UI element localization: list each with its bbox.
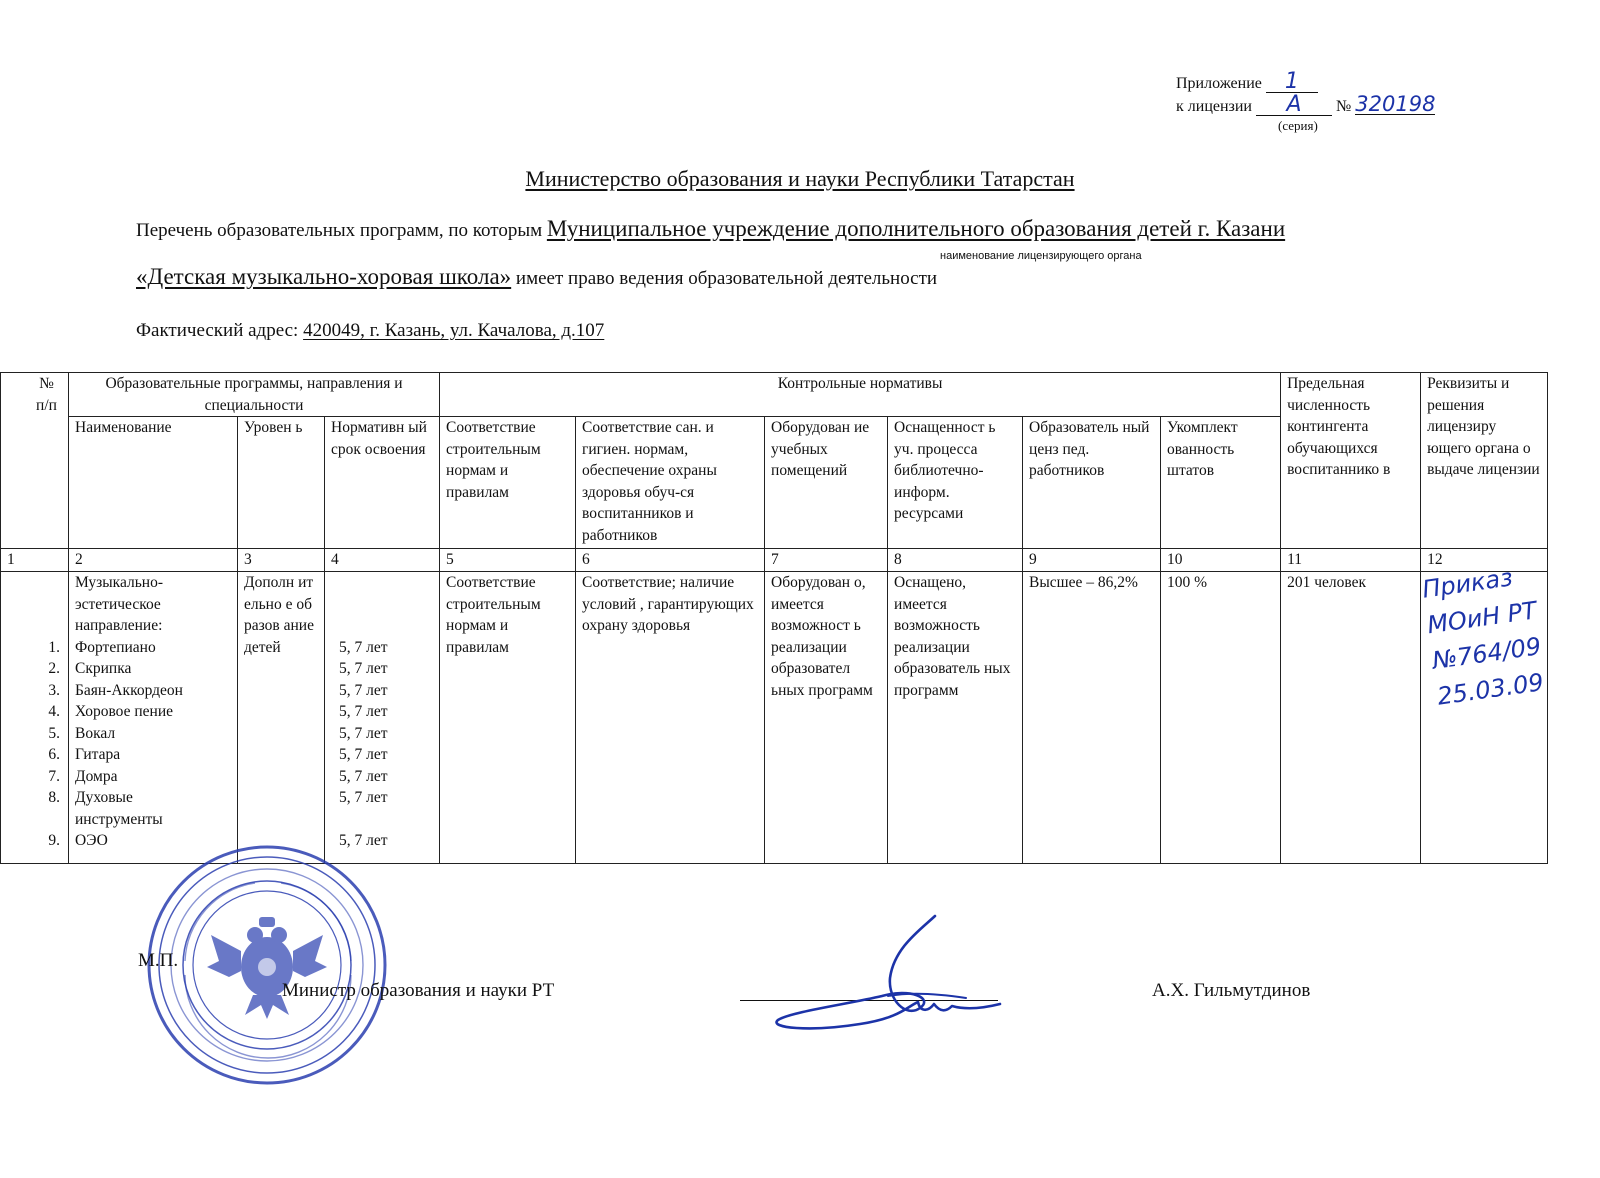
col-number: 8: [888, 549, 1023, 572]
header-num: № п/п: [1, 373, 69, 549]
row-equipment: Оборудован о, имеется возможност ь реализации образовател ьных программ: [765, 572, 888, 864]
program-name: Домра: [75, 767, 118, 785]
program-term: [339, 594, 433, 616]
handwritten-signature: [770, 908, 1010, 1043]
row-number: [7, 615, 60, 637]
row-number: [7, 594, 60, 616]
address-value: 420049, г. Казань, ул. Качалова, д.107: [303, 320, 605, 341]
row-limit: 201 человек: [1281, 572, 1421, 864]
program-term: [339, 572, 433, 594]
program-level: Дополн ительно е образов ание детей: [238, 572, 325, 864]
row-staff-quals: Высшее – 86,2%: [1023, 572, 1161, 864]
header-row-1: [1, 373, 1548, 417]
intro-line-1: [136, 216, 1285, 242]
header-equipment: Оборудован ие учебных помещений: [765, 417, 888, 549]
row-building: Соответствие строительным нормам и правилам: [440, 572, 576, 864]
program-name: направление:: [75, 617, 163, 634]
col-number: 9: [1023, 549, 1161, 572]
col-number: 12: [1421, 549, 1548, 572]
program-name: Гитара: [75, 746, 121, 763]
organization-line-1: Муниципальное учреждение дополнительного образования детей г. Казани: [546, 216, 1286, 241]
program-term: 5, 7 лет: [339, 638, 388, 656]
col-number: 1: [1, 549, 69, 572]
program-name: Хоровое пение: [75, 703, 174, 720]
ministry-title: Министерство образования и науки Республики Татарстан: [525, 166, 1075, 191]
row-number: [7, 572, 60, 594]
row-number: 2.: [48, 660, 60, 677]
row-number: 7.: [48, 767, 60, 785]
row-number: 6.: [48, 746, 60, 763]
col-number: 4: [325, 549, 440, 572]
intro-line-2: [136, 264, 937, 290]
license-number: 320198: [1355, 92, 1436, 116]
intro-prefix: Перечень образовательных программ, по которым: [136, 220, 543, 241]
program-name: эстетическое: [75, 595, 161, 613]
program-name: Скрипка: [75, 660, 132, 677]
appendix-block: [1176, 69, 1436, 138]
number-sign: №: [1336, 98, 1352, 115]
header-programs: Образовательные программы, направления и специальности: [69, 373, 440, 417]
header-requisites: Реквизиты и решения лицензиру ющего органа о выдаче лицензии: [1421, 373, 1548, 549]
minister-name: А.Х. Гильмутдинов: [1152, 980, 1311, 1001]
series-value: А: [1256, 95, 1332, 116]
address-line: [136, 320, 604, 342]
appendix-label: Приложение: [1176, 75, 1262, 92]
col-number: 3: [238, 549, 325, 572]
header-name: Наименование: [69, 417, 238, 549]
header-sanitary: Соответствие сан. и гигиен. нормам, обеспечение охраны здоровья обуч-ся воспитанников и работников: [576, 417, 765, 549]
header-staffing: Укомплект ованность штатов: [1161, 417, 1281, 549]
program-name: Баян-Аккордеон: [75, 681, 183, 699]
program-name: инструменты: [75, 810, 163, 828]
col-number: 5: [440, 549, 576, 572]
program-name: Вокал: [75, 724, 116, 742]
row-number: 3.: [48, 681, 60, 699]
seal-place-label: М.П.: [138, 950, 179, 971]
intro-suffix: имеет право ведения образовательной деятельности: [515, 268, 938, 289]
order-line: 25.03.09: [1435, 668, 1546, 711]
program-term: 5, 7 лет: [339, 724, 388, 742]
to-license-label: к лицензии: [1176, 98, 1252, 115]
header-staff-quals: Образователь ный ценз пед. работников: [1023, 417, 1161, 549]
address-label: Фактический адрес:: [136, 320, 299, 341]
program-term: 5, 7 лет: [339, 832, 388, 849]
col-number: 10: [1161, 549, 1281, 572]
program-name: ОЭО: [75, 832, 108, 849]
official-stamp: [145, 843, 390, 1088]
program-names-cell: [69, 572, 238, 864]
program-term: 5, 7 лет: [339, 789, 388, 806]
col-number: 2: [69, 549, 238, 572]
order-line: МОиН РТ: [1425, 596, 1539, 640]
program-name: Фортепиано: [75, 638, 156, 656]
header-building: Соответствие строительным нормам и правилам: [440, 417, 576, 549]
programs-table: [0, 372, 1548, 864]
row-number: 1.: [48, 638, 60, 656]
program-term: 5, 7 лет: [339, 681, 388, 699]
order-line: №764/09: [1430, 632, 1543, 675]
program-name: Духовые: [75, 789, 133, 806]
table-row: [1, 572, 1548, 864]
header-limit: Предельная численность контингента обучающихся воспитаннико в: [1281, 373, 1421, 549]
col-number: 7: [765, 549, 888, 572]
header-control: Контрольные нормативы: [440, 373, 1281, 417]
program-term: 5, 7 лет: [339, 746, 388, 763]
row-sanitary: Соответствие; наличие условий , гарантирующих охрану здоровья: [576, 572, 765, 864]
series-caption: (серия): [1278, 118, 1318, 133]
program-term: [339, 615, 433, 637]
row-staffing: 100 %: [1161, 572, 1281, 864]
row-library: Оснащено, имеется возможность реализации образователь ных программ: [888, 572, 1023, 864]
header-term: Нормативн ый срок освоения: [325, 417, 440, 549]
column-number-row: [1, 549, 1548, 572]
program-name: Музыкально-: [75, 574, 164, 591]
row-numbers-cell: [1, 572, 69, 864]
row-number: 8.: [48, 789, 60, 806]
col-number: 11: [1281, 549, 1421, 572]
program-term: 5, 7 лет: [339, 767, 388, 785]
minister-title: Министр образования и науки РТ: [282, 980, 555, 1001]
program-term: 5, 7 лет: [339, 703, 388, 720]
program-term: [339, 809, 433, 831]
organization-caption: наименование лицензирующего органа: [940, 250, 1142, 262]
col-number: 6: [576, 549, 765, 572]
row-number: 5.: [48, 724, 60, 742]
row-number: [7, 809, 60, 831]
order-line: Приказ: [1420, 563, 1515, 604]
row-number: 4.: [48, 703, 60, 720]
program-term: 5, 7 лет: [339, 660, 388, 677]
row-number: 9.: [48, 832, 60, 849]
header-level: Уровен ь: [238, 417, 325, 549]
program-terms-cell: [325, 572, 440, 864]
header-library: Оснащенност ь уч. процесса библиотечно-информ. ресурсами: [888, 417, 1023, 549]
handwritten-order: [1420, 553, 1579, 715]
appendix-number: 1: [1266, 72, 1318, 93]
organization-line-2: «Детская музыкально-хоровая школа»: [136, 264, 512, 289]
